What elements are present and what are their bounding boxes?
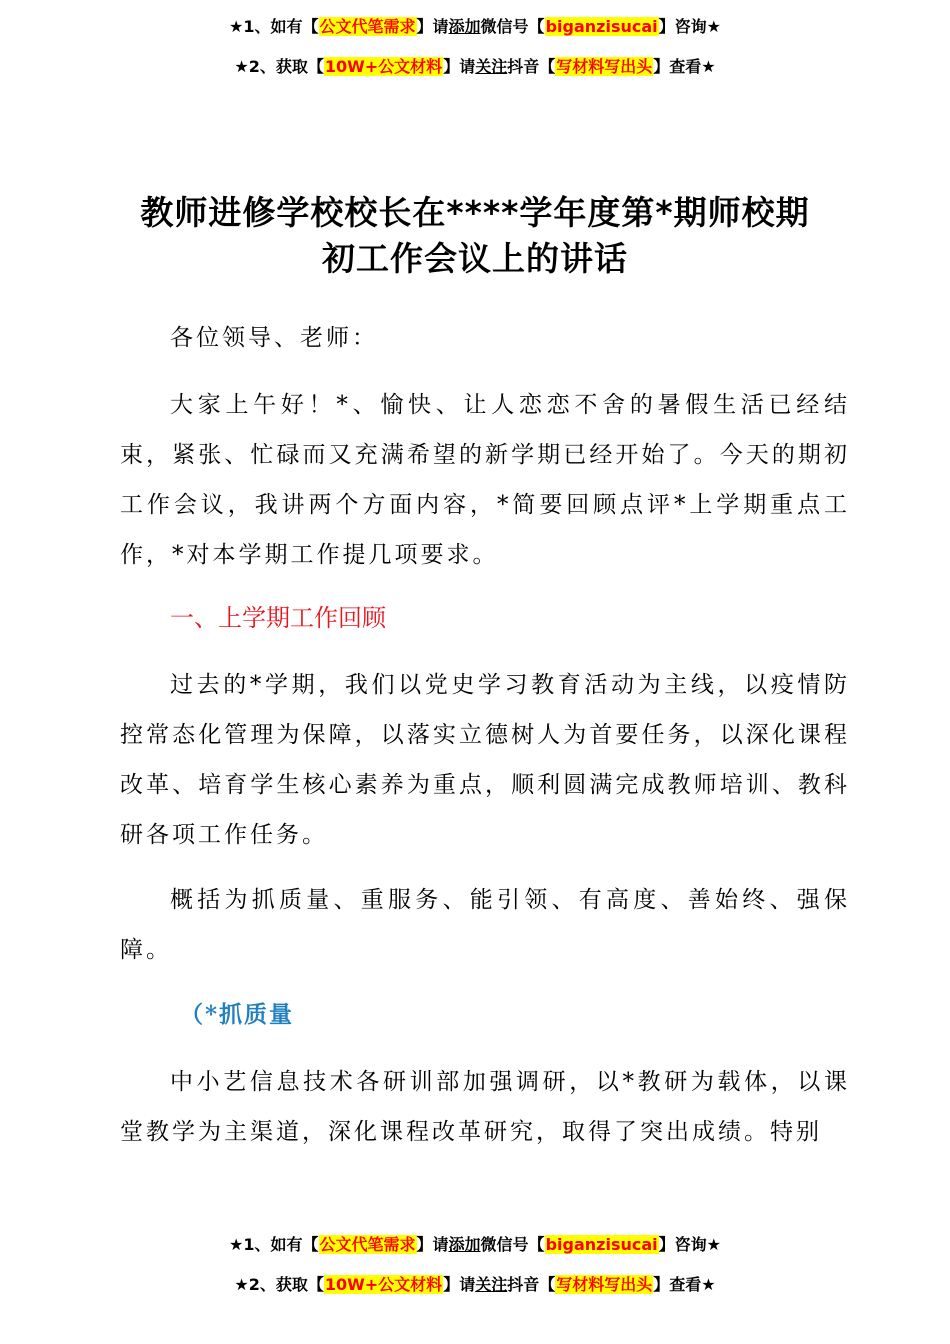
banner-text: 抖音【 (507, 1275, 556, 1294)
banner-text: ★1、如有【 (229, 17, 319, 36)
title-line-2: 初工作会议上的讲话 (322, 239, 628, 278)
section-heading-1: 一、上学期工作回顾 (170, 604, 386, 632)
promo-banner-line-1-top (0, 16, 950, 38)
salutation: 各位领导、老师： (170, 325, 378, 351)
banner-highlight: biganzisucai (545, 17, 658, 36)
promo-banner-line-1-bottom (0, 1234, 950, 1256)
banner-highlight: 写材料写出头 (556, 57, 653, 76)
paragraph-summary: 概括为抓质量、重服务、能引领、有高度、善始终、强保障。 (120, 887, 850, 963)
banner-text: ★2、获取【 (234, 1275, 324, 1294)
promo-banner-line-2-bottom (0, 1274, 950, 1296)
banner-text: 】请 (443, 1275, 476, 1294)
banner-text: ★2、获取【 (234, 57, 324, 76)
banner-highlight: 写材料写出头 (556, 1275, 653, 1294)
paragraph-quality: 中小艺信息技术各研训部加强调研，以*教研为载体，以课堂教学为主渠道，深化课程改革研究，取得了突出成绩。特别 (120, 1069, 850, 1145)
document-title (100, 190, 850, 282)
banner-highlight: biganzisucai (545, 1235, 658, 1254)
promo-banner-line-2-top (0, 56, 950, 78)
paragraph-review: 过去的*学期，我们以党史学习教育活动为主线，以疫情防控常态化管理为保障，以落实立德树人为首要任务，以深化课程改革、培育学生核心素养为重点，顺利圆满完成教师培训、教科研各项工作任务。 (120, 672, 850, 848)
banner-emphasis: 添加 (448, 17, 481, 36)
banner-text: 微信号【 (480, 1235, 545, 1254)
banner-emphasis: 关注 (475, 57, 508, 76)
banner-text: 】请 (416, 17, 449, 36)
banner-text: 】咨询★ (658, 1235, 721, 1254)
banner-emphasis: 关注 (475, 1275, 508, 1294)
banner-text: 】查看★ (653, 1275, 716, 1294)
banner-highlight: 公文代笔需求 (319, 1235, 416, 1254)
banner-highlight: 10W+公文材料 (324, 57, 443, 76)
banner-text: 抖音【 (507, 57, 556, 76)
title-line-1: 教师进修学校校长在****学年度第*期师校期 (140, 193, 810, 232)
subsection-heading-1: （*抓质量 (180, 1001, 295, 1028)
banner-text: 】请 (443, 57, 476, 76)
banner-text: 】请 (416, 1235, 449, 1254)
paragraph-opening: 大家上午好！*、愉快、让人恋恋不舍的暑假生活已经结束，紧张、忙碌而又充满希望的新学期已经开始了。今天的期初工作会议，我讲两个方面内容，*简要回顾点评*上学期重点工作，*对本学期工作提几项要求。 (120, 392, 850, 568)
banner-text: 微信号【 (480, 17, 545, 36)
banner-highlight: 公文代笔需求 (319, 17, 416, 36)
banner-text: ★1、如有【 (229, 1235, 319, 1254)
banner-highlight: 10W+公文材料 (324, 1275, 443, 1294)
banner-emphasis: 添加 (448, 1235, 481, 1254)
banner-text: 】咨询★ (658, 17, 721, 36)
banner-text: 】查看★ (653, 57, 716, 76)
